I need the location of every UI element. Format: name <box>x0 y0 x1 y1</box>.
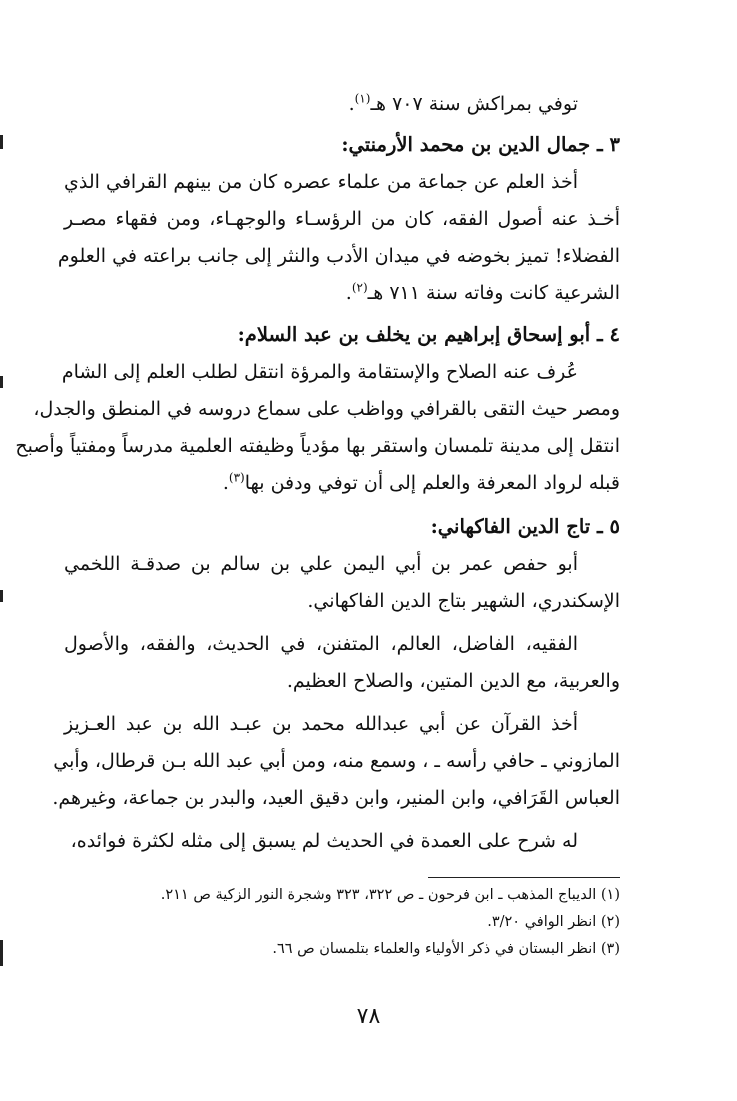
text-line: أخـذ عنه أصول الفقه، كان من الرؤسـاء والوجهـاء، ومن فقهاء مصـر <box>64 208 620 230</box>
scan-edge-mark <box>0 590 3 602</box>
text-line: أبو حفص عمر بن أبي اليمن علي بن سالم بن صدقـة اللخمي <box>64 553 578 575</box>
scan-edge-mark <box>0 376 3 388</box>
section-heading: ٣ ـ جمال الدين بن محمد الأرمنتي: <box>341 133 620 156</box>
text-line: والعربية، مع الدين المتين، والصلاح العظيم. <box>286 670 620 692</box>
text-line: العباس القَرَافي، وابن المنير، وابن دقيق العيد، والبدر بن جماعة، وغيرهم. <box>52 787 620 809</box>
text-line: عُرف عنه الصلاح والإستقامة والمرؤة انتقل لطلب العلم إلى الشام <box>61 361 578 383</box>
text-line: أخذ العلم عن جماعة من علماء عصره كان من بينهم القرافي الذي <box>64 171 578 193</box>
body-text <box>15 86 620 860</box>
text-line: له شرح على العمدة في الحديث لم يسبق إلى مثله لكثرة فوائده، <box>70 830 578 852</box>
footnote: (٣) انظر البستان في ذكر الأولياء والعلماء بتلمسان ص ٦٦. <box>272 941 620 957</box>
text-line: الشرعية كانت وفاته سنة ٧١١ هـ$^{(٢)}$. <box>345 280 620 304</box>
section-heading: ٤ ـ أبو إسحاق إبراهيم بن يخلف بن عبد السلام: <box>237 323 620 346</box>
footnotes <box>64 882 620 963</box>
footnote-ref: (١) <box>354 91 371 106</box>
scan-edge-mark <box>0 135 3 149</box>
text-line: قبله لرواد المعرفة والعلم إلى أن توفي ودفن بها$^{(٣)}$. <box>222 470 620 494</box>
text-line: المازوني ـ حافي رأسه ـ ، وسمع منه، ومن أبي عبد الله بـن قرطال، وأبي <box>53 750 620 772</box>
footnote-ref: (٢) <box>351 280 368 295</box>
text-line: الإسكندري، الشهير بتاج الدين الفاكهاني. <box>307 590 620 612</box>
footnote-separator <box>428 877 620 878</box>
footnote-ref: (٣) <box>228 470 245 485</box>
footnote: (١) الديباج المذهب ـ ابن فرحون ـ ص ٣٢٢، ٣٢٣ وشجرة النور الزكية ص ٢١١. <box>160 887 620 903</box>
text-line: أخذ القرآن عن أبي عبدالله محمد بن عبـد الله بن عبد العـزيز <box>64 713 578 735</box>
scan-edge-mark <box>0 940 3 966</box>
text-line: ومصر حيث التقى بالقرافي وواظب على سماع دروسه في المنطق والجدل، <box>33 398 620 420</box>
text-line: انتقل إلى مدينة تلمسان واستقر بها مؤدياً وظيفته العلمية مدرساً ومفتياً وأصبح <box>15 435 620 457</box>
page-number: ٧٨ <box>356 1004 381 1029</box>
text-line: الفضلاء! تميز بخوضه في ميدان الأدب والنثر إلى جانب براعته في العلوم <box>57 245 620 267</box>
text-line: توفي بمراكش سنة ٧٠٧ هـ$^{(١)}$. <box>348 91 578 115</box>
footnote: (٢) انظر الوافي ٣/٢٠. <box>487 914 620 930</box>
section-heading: ٥ ـ تاج الدين الفاكهاني: <box>430 515 620 538</box>
text-line: الفقيه، الفاضل، العالم، المتفنن، في الحديث، والفقه، والأصول <box>64 633 578 655</box>
